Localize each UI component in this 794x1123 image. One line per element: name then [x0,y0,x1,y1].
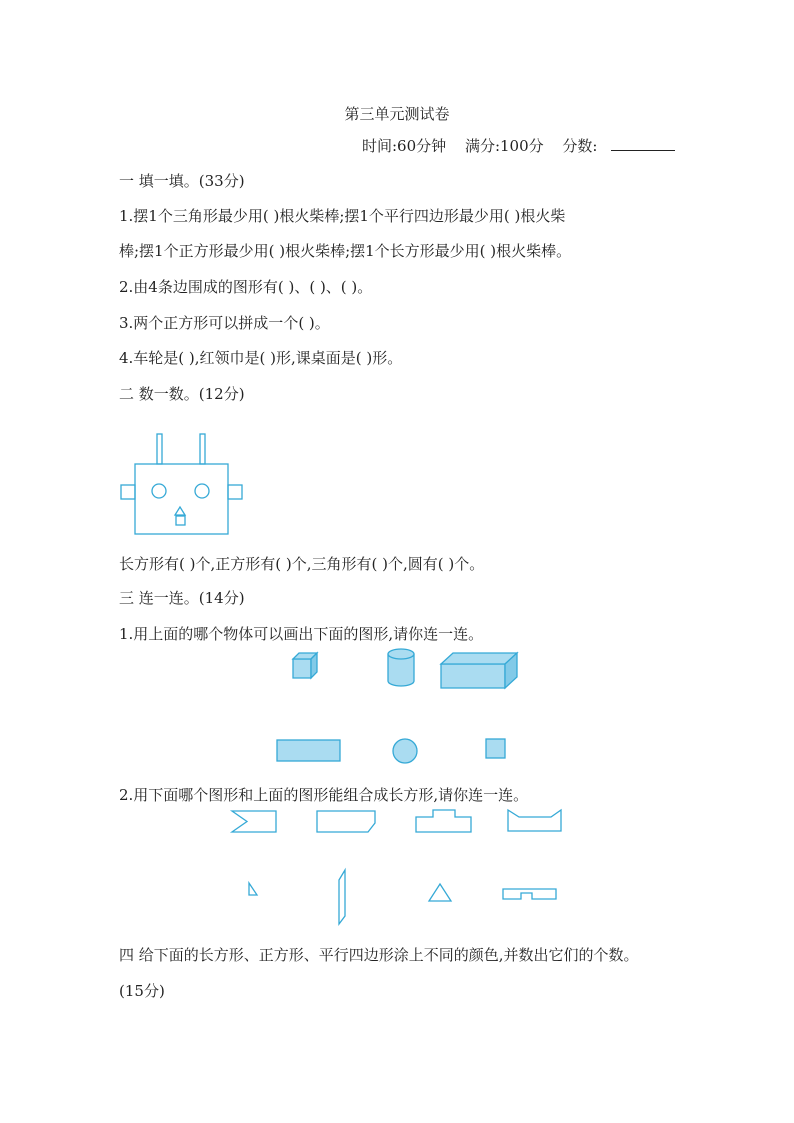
cut-corner-rectangle-shape [314,808,378,836]
cuboid-object [438,650,522,692]
section3-question-2: 2.用下面哪个图形和上面的图形能组合成长方形,请你连一连。 [119,786,529,804]
question-3: 3.两个正方形可以拼成一个( )。 [119,314,330,332]
robot-antenna-left [157,434,162,464]
exam-meta [362,135,689,156]
question-2: 2.由4条边围成的图形有( )、( )、( )。 [119,278,373,296]
bump-rectangle-shape [413,806,475,836]
section3-heading: 三 连一连。(14分) [119,589,245,607]
robot-mouth-square [176,516,185,525]
notched-arrow-shape [229,808,281,836]
robot-eye-right [195,484,209,498]
robot-ear-left [121,485,135,499]
question-1-line1: 1.摆1个三角形最少用( )根火柴棒;摆1个平行四边形最少用( )根火柴 [119,207,566,225]
score-label: 分数: [562,137,598,155]
cylinder-object [385,647,417,689]
section4-heading-line1: 四 给下面的长方形、正方形、平行四边形涂上不同的颜色,并数出它们的个数。 [119,946,639,964]
cube-object [290,650,322,682]
robot-figure [118,430,248,540]
square-shape [484,737,508,761]
robot-nose-triangle [175,507,185,515]
section2-heading: 二 数一数。(12分) [119,385,245,403]
section2-answer: 长方形有( )个,正方形有( )个,三角形有( )个,圆有( )个。 [119,555,485,573]
robot-antenna-right [200,434,205,464]
dented-rectangle-shape [505,806,565,836]
section1-heading: 一 填一填。(33分) [119,172,245,190]
circle-shape [390,736,420,766]
robot-ear-right [228,485,242,499]
score-blank[interactable] [611,138,675,151]
question-1-line2: 棒;摆1个正方形最少用( )根火柴棒;摆1个长方形最少用( )根火柴棒。 [119,242,572,260]
exam-time: 时间:60分钟 [362,137,447,155]
robot-head [135,464,228,534]
exam-full-score: 满分:100分 [464,137,544,155]
thin-trapezoid-piece [334,866,350,928]
rectangle-shape [275,738,343,764]
small-triangle-piece [245,880,261,900]
page-title: 第三单元测试卷 [344,105,450,123]
section4-heading-line2: (15分) [119,982,165,1000]
question-4: 4.车轮是( ),红领巾是( )形,课桌面是( )形。 [119,349,403,367]
triangle-piece [426,881,454,905]
robot-eye-left [152,484,166,498]
notched-strip-piece [500,886,560,904]
section3-question-1: 1.用上面的哪个物体可以画出下面的图形,请你连一连。 [119,625,484,643]
